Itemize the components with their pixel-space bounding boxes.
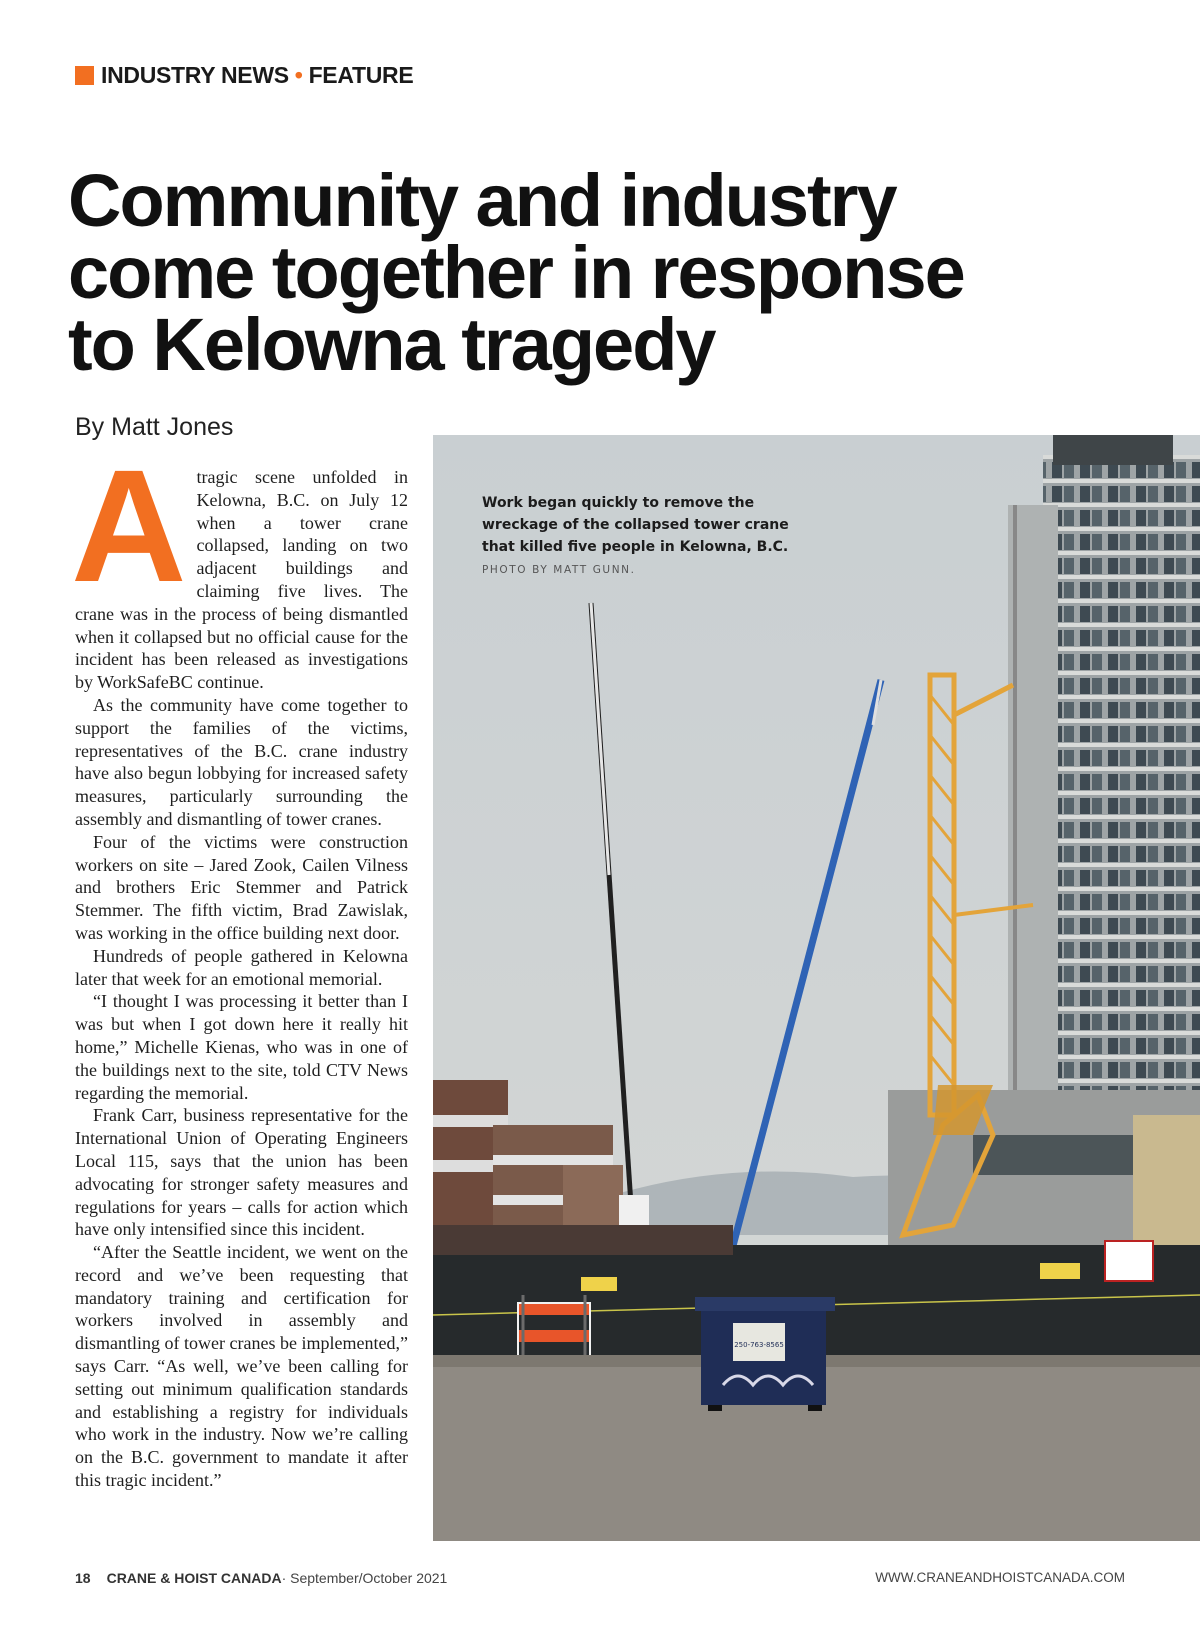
- page-footer: [75, 1570, 447, 1586]
- photo-caption: [482, 492, 802, 576]
- section-tag: [75, 62, 413, 89]
- headline-line-1: Community and industry: [68, 159, 896, 242]
- article-body: [71, 436, 408, 1492]
- tower-building: [1043, 455, 1200, 1095]
- dumpster-phone: 250-763-8565: [734, 1341, 784, 1349]
- section-separator: •: [294, 62, 303, 88]
- issue-date: · September/October 2021: [281, 1570, 448, 1586]
- caption-text: Work began quickly to remove the wreckage of the collapsed tower crane that killed five people in Kelowna, B.C.: [482, 495, 789, 555]
- photo-credit: PHOTO BY MATT GUNN.: [482, 564, 636, 576]
- byline: By Matt Jones: [75, 413, 234, 441]
- headline-line-2: come together in response: [68, 231, 964, 314]
- website-url: WWW.CRANEANDHOISTCANADA.COM: [875, 1570, 1125, 1585]
- article-paragraph: Frank Carr, business representative for the International Union of Operating Engineers Local 115, says that the union has been advocating for stronger safety measures and regulations for years – calls for action which have only intensified since this incident.: [75, 1105, 408, 1240]
- section-type: FEATURE: [308, 62, 414, 88]
- photo-illustration: [433, 435, 1200, 1541]
- article-paragraph: Four of the victims were construction workers on site – Jared Zook, Cailen Vilness and brothers Eric Stemmer and Patrick Stemmer. The fifth victim, Brad Zawislak, was working in the office building next door.: [75, 831, 408, 943]
- dumpster: [695, 1297, 835, 1411]
- page-number: 18: [75, 1570, 91, 1586]
- crane-wreckage-photo: [433, 435, 1200, 1541]
- article-paragraph: Hundreds of people gathered in Kelowna later that week for an emotional memorial.: [75, 945, 408, 989]
- magazine-name: CRANE & HOIST CANADA: [106, 1570, 282, 1586]
- article-paragraph: “I thought I was processing it better than I was but when I got down here it really hit home,” Michelle Kienas, who was in one of the buildings next to the site, told CTV News regarding the memorial.: [75, 991, 408, 1103]
- drop-cap: A: [71, 436, 187, 615]
- article-paragraph: As the community have come together to support the families of the victims, representatives of the B.C. crane industry have also begun lobbying for increased safety measures, particularly surrounding the assembly and dismantling of tower cranes.: [75, 694, 408, 829]
- article-paragraph: “After the Seattle incident, we went on the record and we’ve been requesting that mandatory training and certification for workers involved in assembly and dismantling of tower cranes be implemented,” says Carr. “As well, we’ve been calling for setting out minimum qualification standards and establishing a registry for individuals who work in the industry. Now we’re calling on the B.C. government to mandate it after this tragic incident.”: [75, 1242, 408, 1491]
- article-paragraph: tragic scene unfolded in Kelowna, B.C. on July 12 when a tower crane collapsed, landing on two adjacent buildings and claiming five lives. The crane was in the process of being dismantled when it collapsed but no official cause for the incident has been released as investigations by WorkSafeBC continue.: [75, 467, 408, 693]
- section-marker-icon: [75, 66, 94, 85]
- headline-line-3: to Kelowna tragedy: [68, 303, 715, 386]
- section-category: INDUSTRY NEWS: [101, 62, 289, 88]
- article-headline: [68, 159, 1168, 386]
